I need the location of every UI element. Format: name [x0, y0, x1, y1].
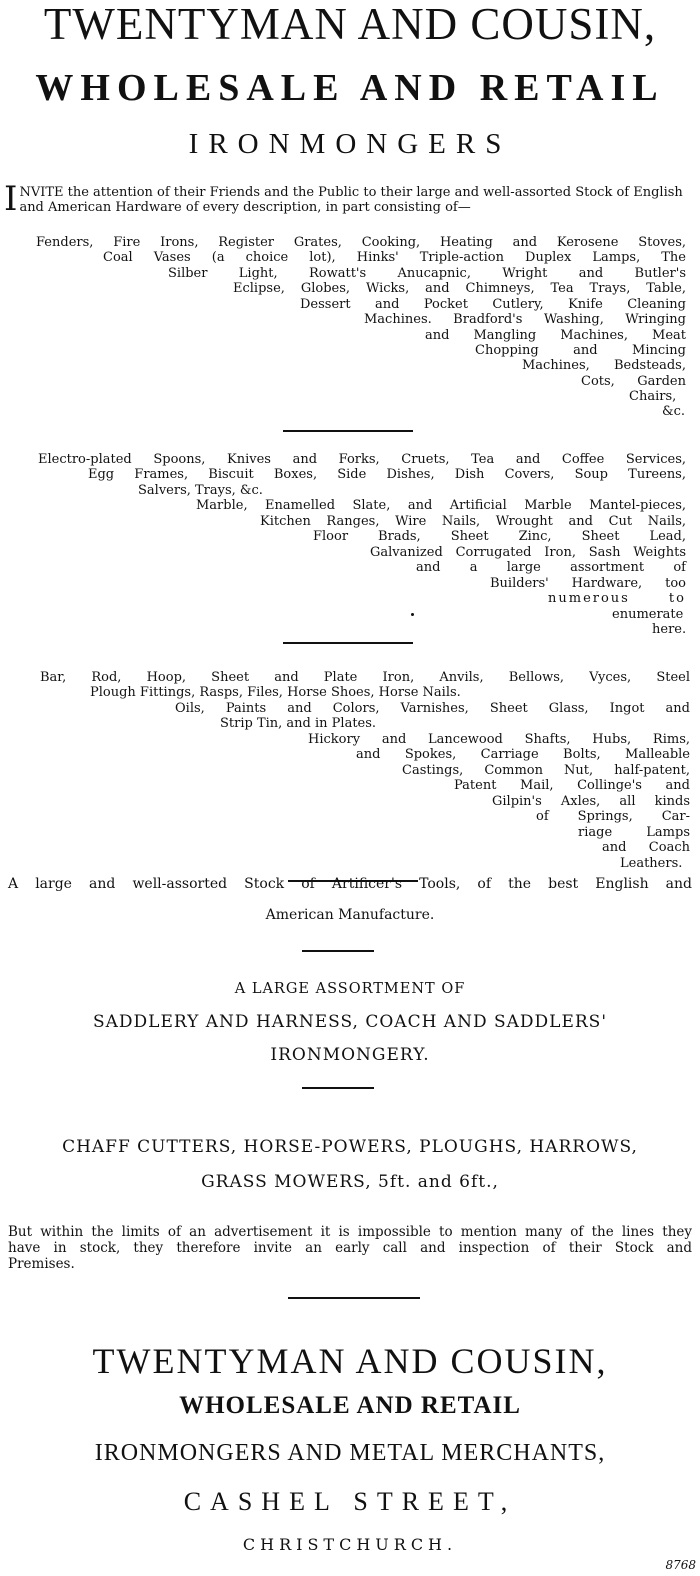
artificer-line-2: American Manufacture. — [265, 907, 435, 923]
closing-line: have in stock, they therefore invite an early call and inspection of their Stock and — [8, 1240, 692, 1256]
reference-number: 8768 — [665, 1558, 696, 1572]
list-item: Castings, Common Nut, half-patent, — [402, 763, 690, 778]
footer-subtitle: WHOLESALE AND RETAIL — [179, 1392, 521, 1419]
list-item: Salvers, Trays, &c. — [138, 483, 263, 498]
list-item: Patent Mail, Collinge's and — [454, 778, 690, 793]
closing-paragraph — [8, 1224, 692, 1272]
list-item: Chopping and Mincing — [475, 343, 686, 358]
list-item: &c. — [662, 404, 685, 419]
page-title: TWENTYMAN AND COUSIN, — [43, 0, 657, 49]
list-item: Floor Brads, Sheet Zinc, Sheet Lead, — [313, 529, 686, 544]
trade-heading: IRONMONGERS — [188, 128, 512, 160]
footer-city: CHRISTCHURCH. — [242, 1535, 458, 1554]
chaff-line-1: CHAFF CUTTERS, HORSE-POWERS, PLOUGHS, HARROWS, — [62, 1137, 638, 1157]
list-item: Hickory and Lancewood Shafts, Hubs, Rims, — [308, 732, 690, 747]
list-item: and a large assortment of — [416, 560, 686, 575]
list-item: Builders' Hardware, too — [490, 576, 686, 591]
list-item: Machines, Bedsteads, — [522, 358, 686, 373]
list-item: numerous to — [548, 591, 686, 606]
list-item: riage Lamps — [578, 825, 690, 840]
list-item: Galvanized Corrugated Iron, Sash Weights — [370, 545, 686, 560]
list-item: Plough Fittings, Rasps, Files, Horse Shoes, Horse Nails. — [90, 685, 461, 700]
divider — [302, 950, 374, 952]
subtitle: WHOLESALE AND RETAIL — [35, 67, 665, 109]
list-item: enumerate — [612, 607, 684, 622]
list-item: Bar, Rod, Hoop, Sheet and Plate Iron, Anvils, Bellows, Vyces, Steel — [40, 670, 690, 685]
artificer-line-1: A large and well-assorted Stock of Artificer's Tools, of the best English and — [8, 876, 692, 892]
footer-street: CASHEL STREET, — [183, 1487, 517, 1516]
list-item: Leathers. — [620, 856, 683, 871]
ornament-dot — [411, 613, 414, 616]
drop-cap: I — [4, 179, 18, 219]
list-item: Electro-plated Spoons, Knives and Forks, Cruets, Tea and Coffee Services, — [38, 452, 686, 467]
list-item: Chairs, — [629, 389, 677, 404]
list-item: and Coach — [602, 840, 690, 855]
saddlery-line-2: IRONMONGERY. — [270, 1045, 430, 1065]
list-item: Coal Vases (a choice lot), Hinks' Triple-action Duplex Lamps, The — [103, 250, 686, 265]
list-item: Dessert and Pocket Cutlery, Knife Cleaning — [300, 297, 686, 312]
list-item: Eclipse, Globes, Wicks, and Chimneys, Tea Trays, Table, — [233, 281, 686, 296]
chaff-line-2: GRASS MOWERS, 5ft. and 6ft., — [201, 1172, 499, 1192]
list-item: here. — [652, 622, 687, 637]
list-item: of Springs, Car- — [536, 809, 690, 824]
list-item: Machines. Bradford's Washing, Wringing — [364, 312, 686, 327]
closing-line: Premises. — [8, 1256, 75, 1272]
list-item: Egg Frames, Biscuit Boxes, Side Dishes, Dish Covers, Soup Tureens, — [88, 467, 686, 482]
divider — [302, 1087, 374, 1089]
list-item: Gilpin's Axles, all kinds — [492, 794, 690, 809]
intro-text: NVITE the attention of their Friends and the Public to their large and well-assorted Stock of English and American Hardware of every description, in part consisting of— — [19, 185, 683, 216]
list-item: and Mangling Machines, Meat — [425, 328, 686, 343]
footer-trade: IRONMONGERS AND METAL MERCHANTS, — [94, 1440, 606, 1466]
divider — [283, 642, 413, 644]
list-item: Cots, Garden — [581, 374, 686, 389]
intro-paragraph — [4, 179, 688, 219]
divider — [283, 430, 413, 432]
list-item: Silber Light, Rowatt's Anucapnic, Wright and Butler's — [168, 266, 686, 281]
list-item: Fenders, Fire Irons, Register Grates, Cooking, Heating and Kerosene Stoves, — [36, 235, 686, 250]
assortment-heading: A LARGE ASSORTMENT OF — [234, 981, 466, 997]
list-item: and Spokes, Carriage Bolts, Malleable — [356, 747, 690, 762]
saddlery-line-1: SADDLERY AND HARNESS, COACH AND SADDLERS' — [93, 1012, 607, 1032]
closing-line: But within the limits of an advertisement it is impossible to mention many of the lines they — [8, 1224, 692, 1240]
list-item: Kitchen Ranges, Wire Nails, Wrought and Cut Nails, — [260, 514, 686, 529]
footer-title: TWENTYMAN AND COUSIN, — [92, 1341, 608, 1381]
list-item: Strip Tin, and in Plates. — [220, 716, 377, 731]
divider — [288, 1297, 420, 1299]
list-item: Oils, Paints and Colors, Varnishes, Sheet Glass, Ingot and — [175, 701, 690, 716]
list-item: Marble, Enamelled Slate, and Artificial Marble Mantel-pieces, — [196, 498, 686, 513]
